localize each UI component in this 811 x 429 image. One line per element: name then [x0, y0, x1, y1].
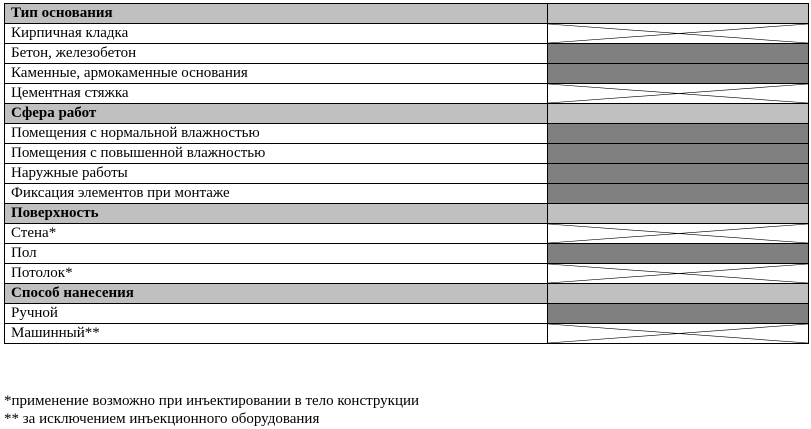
section-mark-cell [548, 284, 809, 304]
section-title: Поверхность [5, 204, 548, 224]
section-header-row [5, 204, 809, 224]
table-row [5, 264, 809, 284]
applicable-cell [548, 244, 809, 264]
row-label: Фиксация элементов при монтаже [5, 184, 548, 204]
row-label: Ручной [5, 304, 548, 324]
table-row [5, 244, 809, 264]
section-mark-cell [548, 4, 809, 24]
footnote-equipment: ** за исключением инъекционного оборудования [4, 411, 320, 427]
cross-icon [548, 324, 808, 343]
row-label: Кирпичная кладка [5, 24, 548, 44]
table-row [5, 224, 809, 244]
row-label: Стена* [5, 224, 548, 244]
row-label: Наружные работы [5, 164, 548, 184]
applicable-cell [548, 44, 809, 64]
table-row [5, 164, 809, 184]
cross-icon [548, 84, 808, 103]
applicable-cell [548, 304, 809, 324]
applicable-cell [548, 184, 809, 204]
table-row [5, 24, 809, 44]
row-label: Цементная стяжка [5, 84, 548, 104]
applicable-cell [548, 144, 809, 164]
section-title: Сфера работ [5, 104, 548, 124]
table-row [5, 184, 809, 204]
not-applicable-cell [548, 84, 809, 104]
row-label: Потолок* [5, 264, 548, 284]
not-applicable-cell [548, 224, 809, 244]
table-row [5, 64, 809, 84]
table-row [5, 124, 809, 144]
not-applicable-cell [548, 24, 809, 44]
footnote-injection: *применение возможно при инъектировании в тело конструкции [4, 393, 420, 409]
applicable-cell [548, 64, 809, 84]
table-row [5, 44, 809, 64]
applicable-cell [548, 164, 809, 184]
row-label: Помещения с повышенной влажностью [5, 144, 548, 164]
properties-table [4, 3, 809, 344]
section-header-row [5, 4, 809, 24]
cross-icon [548, 224, 808, 243]
section-title: Способ нанесения [5, 284, 548, 304]
properties-table-body [5, 4, 809, 344]
row-label: Помещения с нормальной влажностью [5, 124, 548, 144]
cross-icon [548, 24, 808, 43]
section-header-row [5, 284, 809, 304]
section-title: Тип основания [5, 4, 548, 24]
table-row [5, 84, 809, 104]
table-row [5, 304, 809, 324]
section-header-row [5, 104, 809, 124]
not-applicable-cell [548, 324, 809, 344]
row-label: Машинный** [5, 324, 548, 344]
cross-icon [548, 264, 808, 283]
applicable-cell [548, 124, 809, 144]
row-label: Каменные, армокаменные основания [5, 64, 548, 84]
table-row [5, 144, 809, 164]
section-mark-cell [548, 104, 809, 124]
section-mark-cell [548, 204, 809, 224]
row-label: Пол [5, 244, 548, 264]
not-applicable-cell [548, 264, 809, 284]
table-row [5, 324, 809, 344]
row-label: Бетон, железобетон [5, 44, 548, 64]
footnotes [4, 392, 419, 428]
